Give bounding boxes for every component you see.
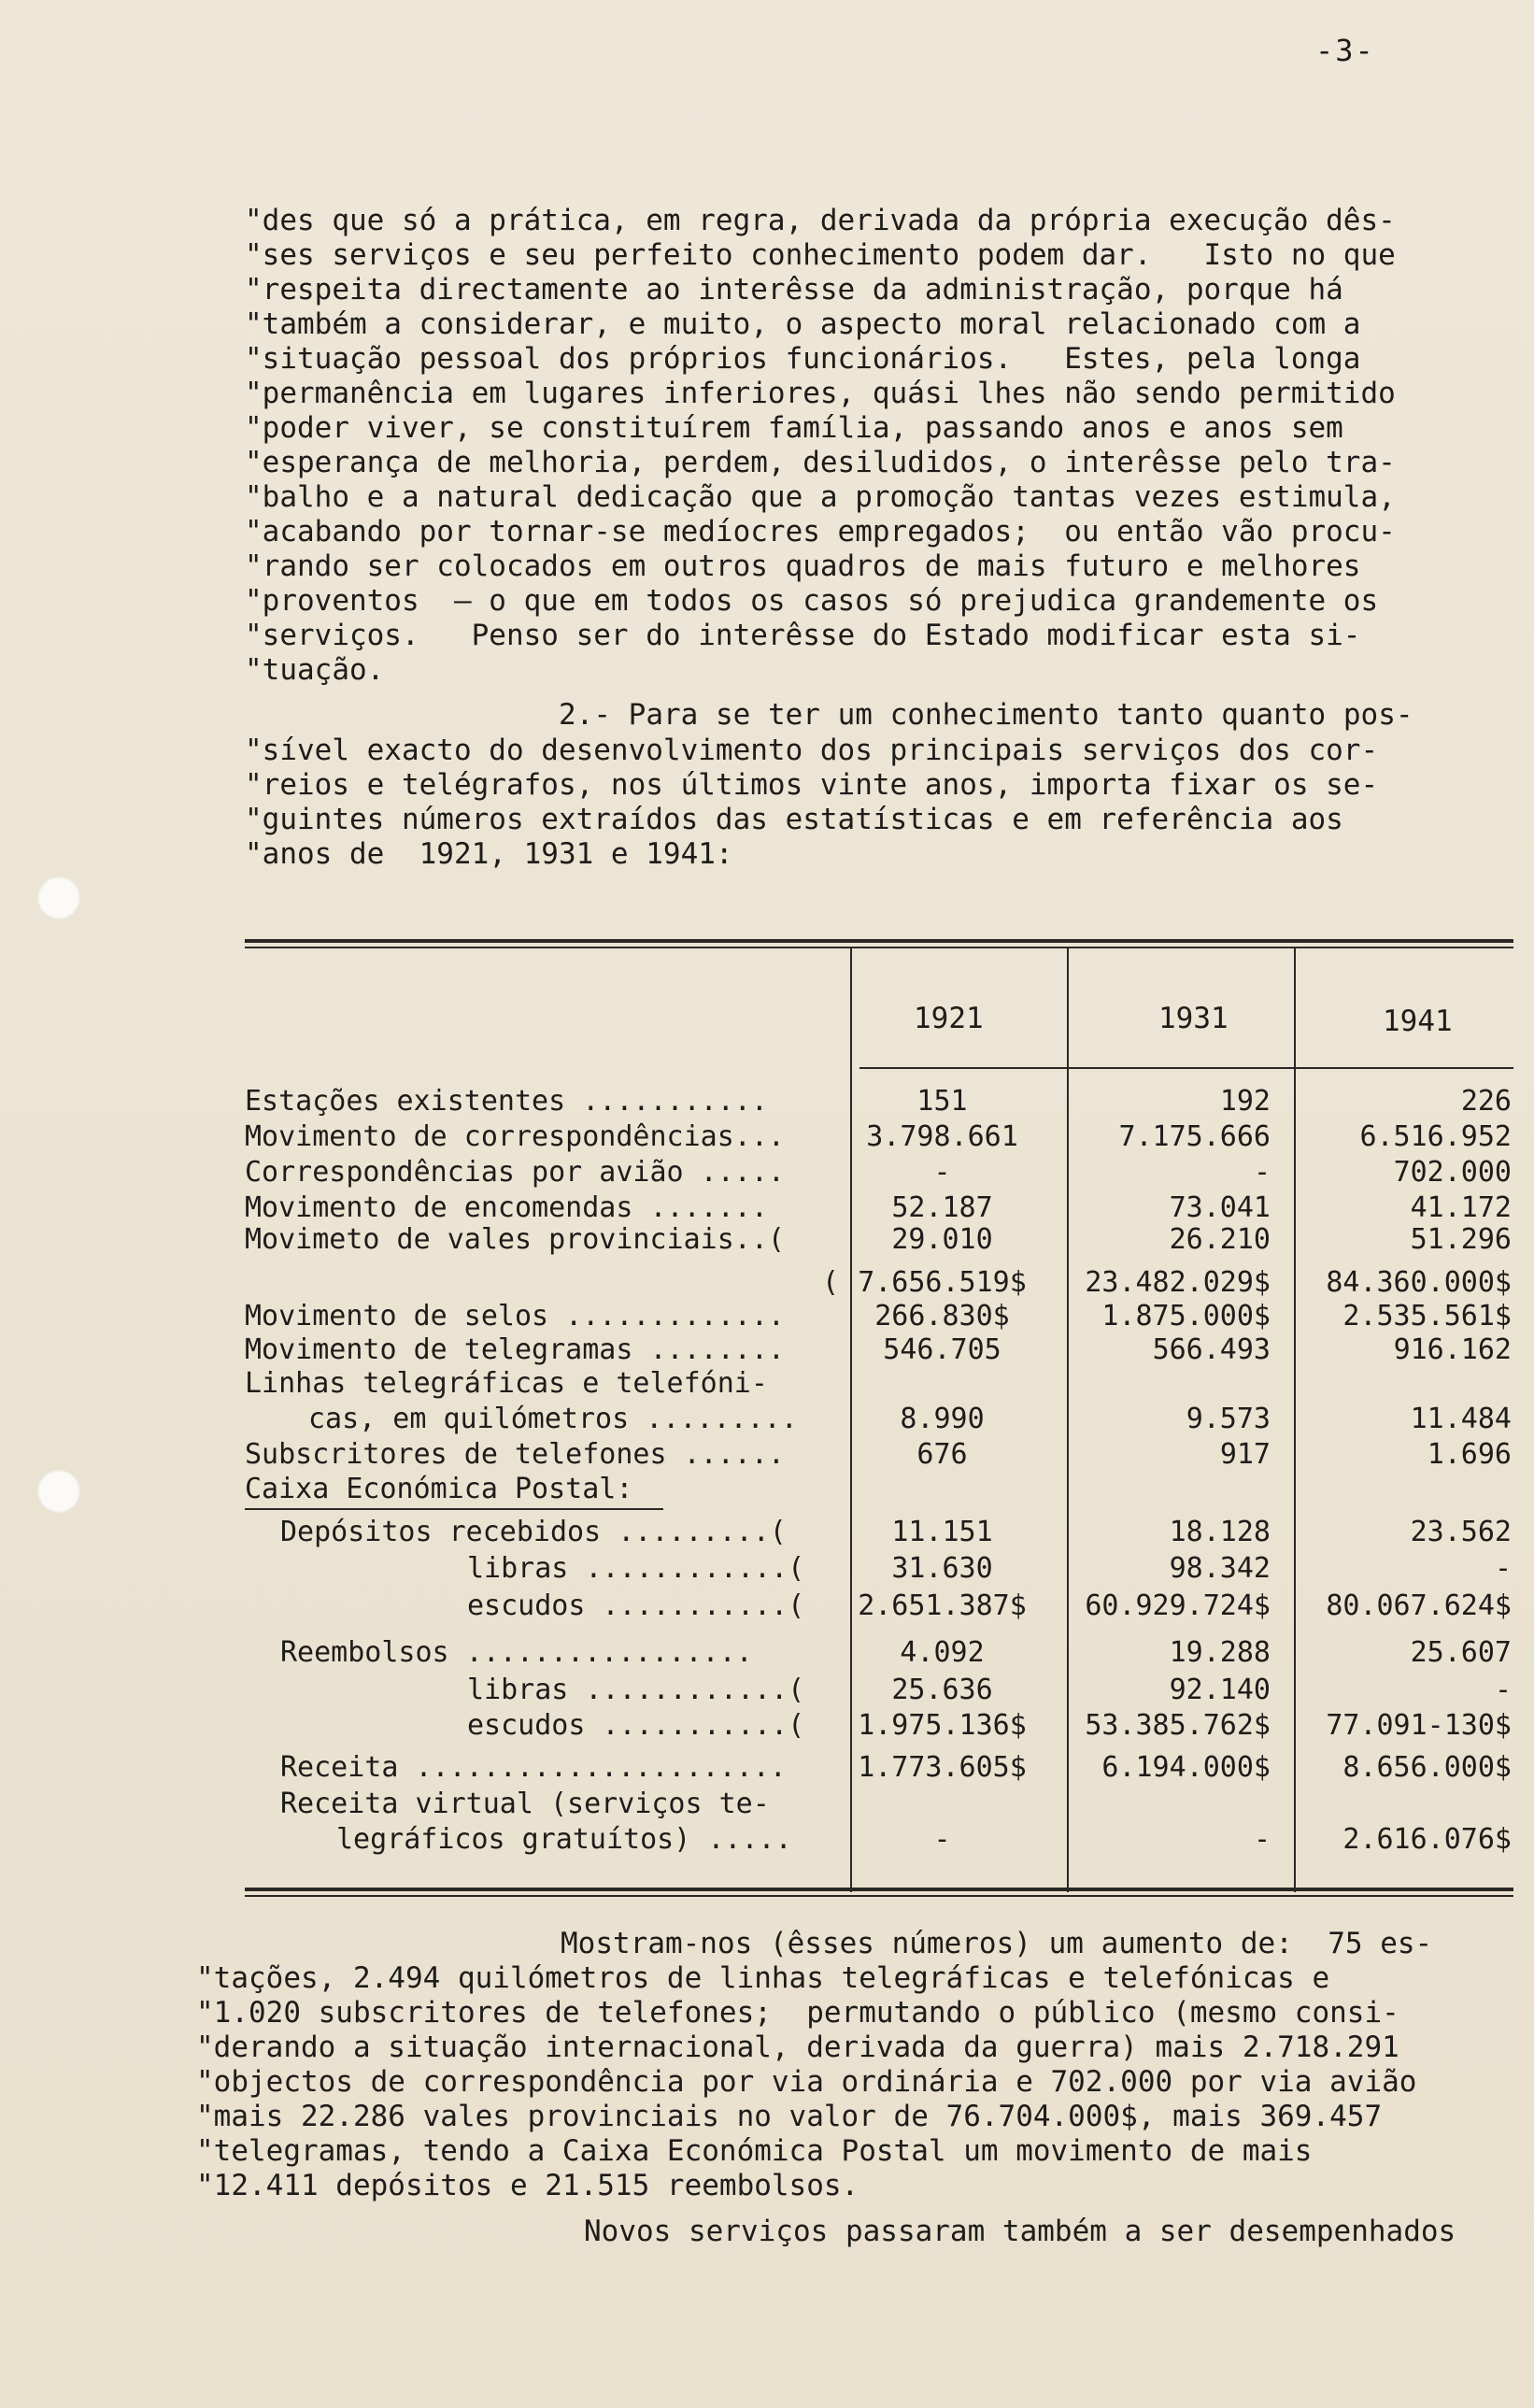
paragraph-1-line: "respeita directamente ao interêsse da administração, porque há — [245, 273, 1343, 306]
row-label: Depósitos recebidos .........( — [280, 1516, 787, 1548]
row-label: Linhas telegráficas e telefóni- — [245, 1367, 768, 1400]
cell-1931: 26.210 — [1169, 1223, 1271, 1256]
cell-1941: 77.091-130$ — [1326, 1709, 1512, 1742]
paragraph-3-line: "mais 22.286 vales provinciais no valor de 76.704.000$, mais 369.457 — [196, 2100, 1383, 2133]
cell-1931: - — [1253, 1823, 1271, 1856]
row-label: Subscritores de telefones ...... — [245, 1438, 785, 1471]
cell-1931: - — [1253, 1156, 1271, 1189]
page-number: -3- — [1315, 33, 1375, 68]
cell-1931: 1.875.000$ — [1101, 1300, 1271, 1332]
paragraph-1-line: "também a considerar, e muito, o aspecto moral relacionado com a — [245, 307, 1361, 341]
column-divider-1 — [850, 947, 852, 1892]
row-label: Caixa Económica Postal: — [245, 1473, 633, 1505]
paragraph-3-line: "objectos de correspondência por via ordinária e 702.000 por via avião — [196, 2065, 1417, 2099]
cell-1941: 11.484 — [1410, 1403, 1512, 1435]
year-header-1931: 1931 — [1158, 1002, 1229, 1035]
cell-1921: - — [933, 1156, 951, 1189]
cell-1921: 676 — [916, 1438, 968, 1471]
cell-1921: 25.636 — [891, 1674, 993, 1706]
cell-1921: 8.990 — [900, 1403, 985, 1435]
paragraph-1-line: "serviços. Penso ser do interêsse do Estado modificar esta si- — [245, 619, 1361, 652]
table-bottom-rule-2 — [245, 1895, 1513, 1897]
cell-1931: 23.482.029$ — [1085, 1266, 1271, 1299]
row-label: Receita ...................... — [280, 1751, 787, 1784]
paragraph-3-line: Novos serviços passaram também a ser desempenhados — [584, 2215, 1456, 2248]
cell-1931: 18.128 — [1169, 1516, 1271, 1548]
cell-1931: 7.175.666 — [1118, 1120, 1271, 1153]
cell-1921: 29.010 — [891, 1223, 993, 1256]
paragraph-2-line: 2.- Para se ter um conhecimento tanto quanto pos- — [559, 698, 1413, 732]
row-label: Movimento de encomendas ....... — [245, 1191, 768, 1224]
header-underline — [859, 1067, 1513, 1069]
paragraph-2-line: "guintes números extraídos das estatísticas e em referência aos — [245, 803, 1343, 836]
row-label: Estações existentes ........... — [245, 1085, 768, 1118]
table-top-rule — [245, 939, 1513, 943]
cell-1921: 52.187 — [891, 1191, 993, 1224]
paragraph-3-line: "12.411 depósitos e 21.515 reembolsos. — [196, 2169, 859, 2202]
row-label: Reembolsos ................. — [280, 1636, 753, 1669]
cell-1931: 192 — [1219, 1085, 1271, 1118]
column-divider-2 — [1067, 947, 1069, 1892]
row-label: Movimento de telegramas ........ — [245, 1333, 785, 1366]
row-label: Movimeto de vales provinciais..( — [245, 1223, 785, 1256]
row-label: libras ............( — [467, 1674, 805, 1706]
cell-1921: 3.798.661 — [866, 1120, 1018, 1153]
cell-1931: 19.288 — [1169, 1636, 1271, 1669]
cell-1931: 53.385.762$ — [1085, 1709, 1271, 1742]
row-label: libras ............( — [467, 1552, 805, 1585]
row-label: Movimento de selos ............. — [245, 1300, 785, 1332]
cell-1921: 1.773.605$ — [858, 1751, 1027, 1784]
row-label: escudos ...........( — [467, 1589, 805, 1622]
paragraph-1-line: "acabando por tornar-se medíocres empregados; ou então vão procu- — [245, 515, 1396, 549]
row-label: escudos ...........( — [467, 1709, 805, 1742]
paragraph-3-line: "derando a situação internacional, derivada da guerra) mais 2.718.291 — [196, 2030, 1399, 2064]
paragraph-3-line: "telegramas, tendo a Caixa Económica Postal um movimento de mais — [196, 2134, 1313, 2168]
cell-1941: 702.000 — [1393, 1156, 1512, 1189]
cell-1931: 60.929.724$ — [1085, 1589, 1271, 1622]
table-top-rule-2 — [245, 947, 1513, 948]
cell-1921: 151 — [916, 1085, 968, 1118]
cell-1941: 41.172 — [1410, 1191, 1512, 1224]
paragraph-1-line: "esperança de melhoria, perdem, desiludidos, o interêsse pelo tra- — [245, 446, 1396, 479]
cell-1931: 98.342 — [1169, 1552, 1271, 1585]
cell-1921: 11.151 — [891, 1516, 993, 1548]
paragraph-1-line: "ses serviços e seu perfeito conhecimento podem dar. Isto no que — [245, 238, 1396, 272]
cell-1941: 51.296 — [1410, 1223, 1512, 1256]
row-label: Correspondências por avião ..... — [245, 1156, 785, 1189]
punch-hole-top — [37, 876, 80, 919]
cell-1941: - — [1494, 1552, 1512, 1585]
cell-1921: 266.830$ — [874, 1300, 1010, 1332]
paragraph-1-line: "poder viver, se constituírem família, passando anos e anos sem — [245, 411, 1343, 445]
cell-1931: 917 — [1219, 1438, 1271, 1471]
cell-1941: 80.067.624$ — [1326, 1589, 1512, 1622]
cell-1921: 7.656.519$ — [858, 1266, 1027, 1299]
cell-1941: 2.535.561$ — [1342, 1300, 1512, 1332]
cell-1921: - — [933, 1823, 951, 1856]
cell-1921: 546.705 — [883, 1333, 1001, 1366]
paragraph-1-line: "des que só a prática, em regra, derivada da própria execução dês- — [245, 204, 1396, 237]
row-label: legráficos gratuítos) ..... — [336, 1823, 792, 1856]
paragraph-1-line: "permanência em lugares inferiores, quási lhes não sendo permitido — [245, 377, 1396, 410]
cell-1921: 1.975.136$ — [858, 1709, 1027, 1742]
cell-1941: 8.656.000$ — [1342, 1751, 1512, 1784]
cell-1941: 1.696 — [1427, 1438, 1512, 1471]
cell-1941: 2.616.076$ — [1342, 1823, 1512, 1856]
cell-1921: 2.651.387$ — [858, 1589, 1027, 1622]
cell-1921: 31.630 — [891, 1552, 993, 1585]
paragraph-3-line: Mostram-nos (êsses números) um aumento de: 75 es- — [561, 1927, 1433, 1960]
row-label: Receita virtual (serviços te- — [280, 1788, 770, 1820]
cell-1931: 6.194.000$ — [1101, 1751, 1271, 1784]
cell-1921: 4.092 — [900, 1636, 985, 1669]
cell-1931: 73.041 — [1169, 1191, 1271, 1224]
paragraph-1-line: "proventos — o que em todos os casos só prejudica grandemente os — [245, 584, 1379, 618]
column-divider-3 — [1294, 947, 1296, 1892]
paragraph-2-line: "sível exacto do desenvolvimento dos principais serviços dos cor- — [245, 734, 1379, 767]
row-label: cas, em quilómetros ......... — [308, 1403, 798, 1435]
cell-1941: 6.516.952 — [1359, 1120, 1512, 1153]
cell-1941: 916.162 — [1393, 1333, 1512, 1366]
paragraph-2-line: "reios e telégrafos, nos últimos vinte anos, importa fixar os se- — [245, 768, 1379, 802]
paragraph-3-line: "1.020 subscritores de telefones; permutando o público (mesmo consi- — [196, 1996, 1399, 2030]
paragraph-1-line: "situação pessoal dos próprios funcionários. Estes, pela longa — [245, 342, 1361, 376]
row-label: Movimento de correspondências... — [245, 1120, 785, 1153]
year-header-1941: 1941 — [1383, 1005, 1453, 1038]
caixa-underline — [245, 1508, 663, 1510]
punch-hole-bottom — [37, 1470, 80, 1513]
cell-1941: 23.562 — [1410, 1516, 1512, 1548]
paragraph-1-line: "rando ser colocados em outros quadros de mais futuro e melhores — [245, 549, 1361, 583]
table-bottom-rule — [245, 1888, 1513, 1891]
paragraph-1-line: "balho e a natural dedicação que a promoção tantas vezes estimula, — [245, 480, 1396, 514]
cell-1941: 25.607 — [1410, 1636, 1512, 1669]
paragraph-3-line: "tações, 2.494 quilómetros de linhas telegráficas e telefónicas e — [196, 1961, 1330, 1995]
paragraph-1-line: "tuação. — [245, 653, 385, 687]
row-label: ( — [822, 1266, 840, 1299]
cell-1941: 84.360.000$ — [1326, 1266, 1512, 1299]
cell-1941: - — [1494, 1674, 1512, 1706]
paragraph-2-line: "anos de 1921, 1931 e 1941: — [245, 837, 733, 871]
cell-1931: 92.140 — [1169, 1674, 1271, 1706]
year-header-1921: 1921 — [914, 1002, 984, 1035]
cell-1931: 9.573 — [1186, 1403, 1271, 1435]
cell-1931: 566.493 — [1152, 1333, 1271, 1366]
cell-1941: 226 — [1460, 1085, 1512, 1118]
